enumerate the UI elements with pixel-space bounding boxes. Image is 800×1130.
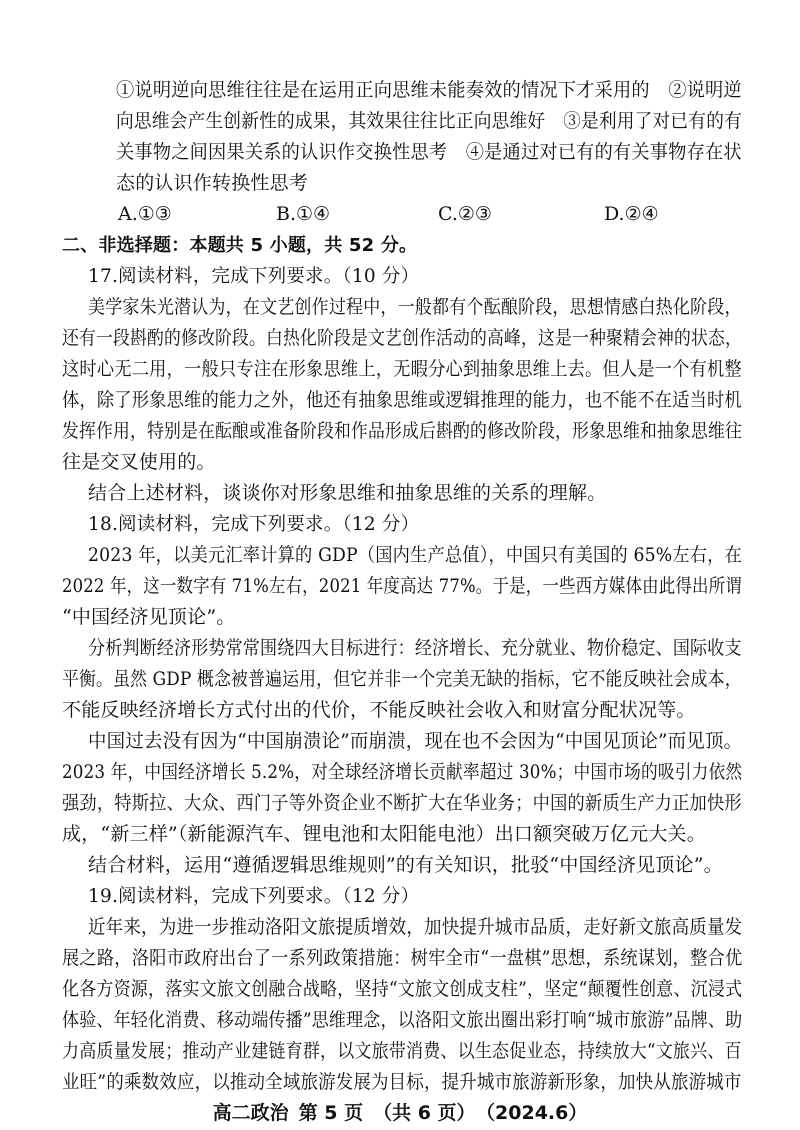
q18-material-line: 不能反映经济增长方式付出的代价，不能反映社会收入和财富分配状况等。	[62, 699, 696, 721]
footer-date: （2024.6）	[485, 1102, 588, 1124]
q19-material-line: 业旺”的乘数效应，以推动全域旅游发展为目标，提升城市旅游新形象，加快从旅游城市	[62, 1071, 742, 1093]
q19-material-line: 力高质量发展；推动产业建链育群，以文旅带消费、以生态促业态，持续放大“文旅兴、百	[62, 1040, 742, 1062]
footer-page: 第 5 页	[298, 1102, 364, 1124]
q17-material-line: 往是交叉使用的。	[62, 451, 216, 473]
q18-material-line: 分析判断经济形势常常围绕四大目标进行：经济增长、充分就业、物价稳定、国际收支	[88, 637, 742, 659]
q19-title: 19.阅读材料，完成下列要求。（12 分）	[88, 886, 420, 907]
q17-material-line: 美学家朱光潜认为，在文艺创作过程中，一般都有个酝酿阶段，思想情感白热化阶段，	[88, 296, 742, 318]
q18-task: 结合材料，运用“遵循逻辑思维规则”的有关知识，批驳“中国经济见顶论”。	[88, 854, 723, 876]
q18-material-line: 成，“新三样”（新能源汽车、锂电池和太阳能电池）出口额突破万亿元大关。	[62, 823, 706, 845]
option-a: A.①③	[118, 203, 172, 225]
prev-question-line: 向思维会产生创新性的成果，其效果往往比正向思维好 ③是利用了对已有的有	[116, 110, 742, 132]
q18-material-line: 强劲，特斯拉、大众、西门子等外资企业不断扩大在华业务；中国的新质生产力正加快形	[62, 792, 742, 814]
q17-material-line: 还有一段斟酌的修改阶段。白热化阶段是文艺创作活动的高峰，这是一种聚精会神的状态，	[62, 327, 743, 349]
q17-material-line: 体，除了形象思维的能力之外，他还有抽象思维或逻辑推理的能力，也不能不在适当时机	[62, 389, 742, 411]
q18-material-line: 2022 年，这一数字有 71%左右，2021 年度高达 77%。于是，一些西方媒体由此得出所谓	[62, 575, 742, 597]
q17-title: 17.阅读材料，完成下列要求。（10 分）	[88, 266, 420, 287]
q17-material-line: 这时心无二用，一般只专注在形象思维上，无暇分心到抽象思维上去。但人是一个有机整	[62, 358, 742, 380]
q18-material-line: 2023 年，中国经济增长 5.2%，对全球经济增长贡献率超过 30%；中国市场的吸引力依然	[62, 761, 743, 783]
section-heading: 二、非选择题：本题共 5 小题，共 52 分。	[62, 235, 418, 256]
q18-title: 18.阅读材料，完成下列要求。（12 分）	[88, 514, 420, 535]
q19-material-line: 化各方资源，落实文旅文创融合战略，坚持“文旅文创成支柱”，坚定“颠覆性创意、沉浸式	[62, 978, 743, 1000]
footer-subject: 高二政治	[212, 1102, 289, 1124]
q17-task: 结合上述材料，谈谈你对形象思维和抽象思维的关系的理解。	[88, 482, 607, 504]
q19-material-line: 近年来，为进一步推动洛阳文旅提质增效，加快提升城市品质，走好新文旅高质量发	[88, 916, 743, 938]
q19-material-line: 展之路，洛阳市政府出台了一系列政策措施：树牢全市“一盘棋”思想，系统谋划，整合优	[62, 947, 743, 969]
prev-question-line: ①说明逆向思维往往是在运用正向思维未能奏效的情况下才采用的 ②说明逆	[116, 79, 742, 101]
q17-material-line: 发挥作用，特别是在酝酿或准备阶段和作品形成后斟酌的修改阶段，形象思维和抽象思维往	[62, 420, 743, 442]
footer-total: （共 6 页）	[373, 1102, 476, 1124]
answer-options	[0, 199, 800, 230]
option-b: B.①④	[276, 203, 331, 225]
prev-question-line: 关事物之间因果关系的认识作交换性思考 ④是通过对已有的有关事物存在状	[116, 141, 742, 163]
page-footer	[0, 1098, 800, 1128]
q18-material-line: 中国过去没有因为“中国崩溃论”而崩溃，现在也不会因为“中国见顶论”而见顶。	[88, 730, 743, 752]
q18-material-line: “中国经济见顶论”。	[62, 606, 236, 628]
option-d: D.②④	[604, 203, 659, 225]
q18-material-line: 2023 年，以美元汇率计算的 GDP（国内生产总值），中国只有美国的 65%左右，在	[88, 544, 743, 566]
q18-material-line: 平衡。虽然 GDP 概念被普遍运用，但它并非一个完美无缺的指标，它不能反映社会成本，	[62, 668, 742, 690]
q19-material-line: 体验、年轻化消费、移动端传播”思维理念，以洛阳文旅出圈出彩打响“城市旅游”品牌、助	[62, 1009, 743, 1031]
prev-question-line: 态的认识作转换性思考	[116, 172, 309, 194]
option-c: C.②③	[438, 203, 492, 225]
